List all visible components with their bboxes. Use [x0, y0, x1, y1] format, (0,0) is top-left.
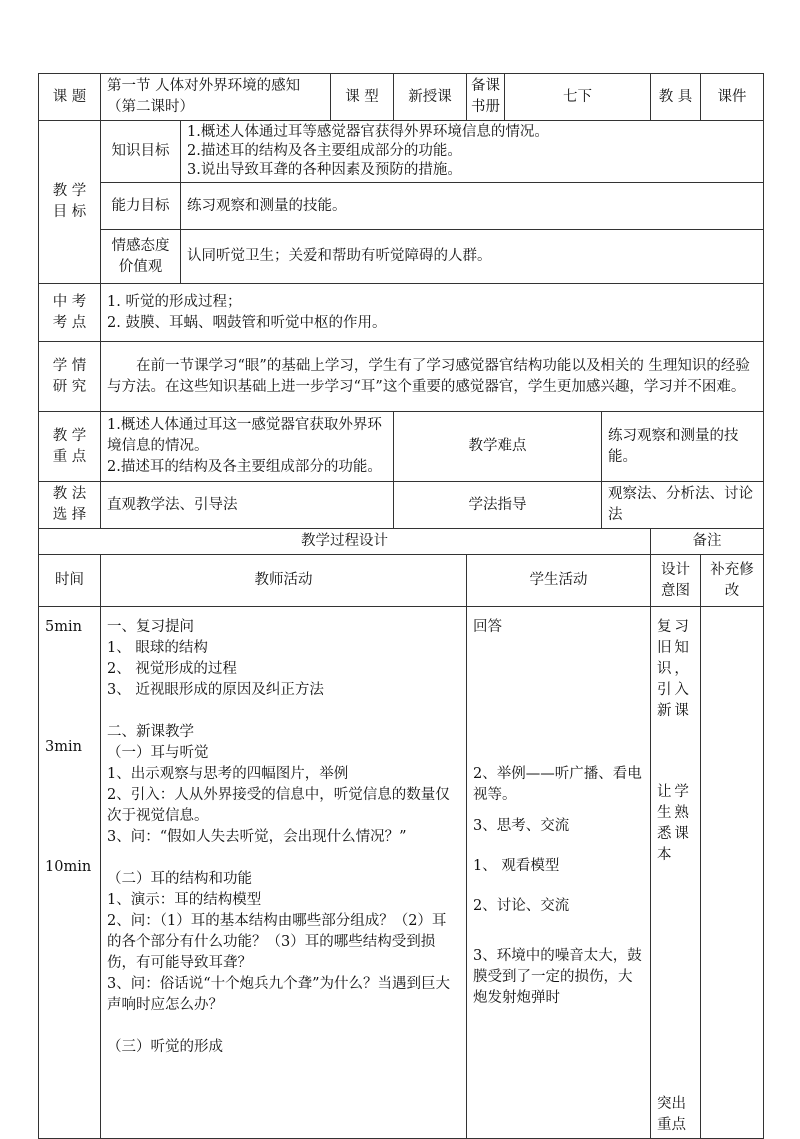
- tools-label: 教 具: [651, 74, 701, 121]
- student-item: 回答: [473, 619, 503, 635]
- design-item: 突出重点: [657, 1096, 687, 1133]
- teacher-item: 3、问：俗话说“十个炮兵九个聋”为什么？当遇到巨大声响时应怎么办？: [107, 976, 451, 1013]
- study-row: [39, 342, 764, 412]
- knowledge-goal-label: 知识目标: [101, 121, 181, 183]
- key-item: 1.概述人体通过耳这一感觉器官获取外界环境信息的情况。: [107, 417, 382, 454]
- goals-label: 教 学 目 标: [39, 121, 101, 284]
- ability-goal-content: 练习观察和测量的技能。: [181, 183, 764, 230]
- col-teacher: 教师活动: [101, 555, 467, 607]
- method-content: 直观教学法、引导法: [101, 482, 394, 529]
- col-time: 时间: [39, 555, 101, 607]
- notes-label: 备注: [651, 529, 764, 555]
- guide-content: 观察法、分析法、讨论法: [602, 482, 764, 529]
- teacher-item: 2、 视觉形成的过程: [107, 661, 237, 677]
- key-row: [39, 412, 764, 482]
- teacher-item: 2、问：（1）耳的基本结构由哪些部分组成？（2）耳的各个部分有什么功能？（3）耳的哪些结构受到损伤，有可能导致耳聋？: [107, 913, 447, 971]
- emotion-goal-label: 情感态度价值观: [101, 230, 181, 284]
- exam-item: 1. 听觉的形成过程；: [107, 293, 242, 310]
- grade-label: 备课书册: [467, 74, 505, 121]
- exam-row: [39, 284, 764, 342]
- ability-goal-label: 能力目标: [101, 183, 181, 230]
- revise-column: [701, 607, 764, 1139]
- process-title-row: [39, 529, 764, 555]
- difficulty-label: 教学难点: [394, 412, 602, 482]
- method-row: [39, 482, 764, 529]
- knowledge-goal-item: 2.描述耳的结构及各主要组成部分的功能。: [187, 143, 462, 159]
- teacher-activity: [101, 607, 467, 1139]
- difficulty-content: 练习观察和测量的技能。: [602, 412, 764, 482]
- exam-label: 中 考 考 点: [39, 284, 101, 342]
- grade-value: 七下: [505, 74, 651, 121]
- lesson-plan-table: [38, 73, 764, 1139]
- student-item: 3、思考、交流: [473, 818, 570, 834]
- key-item: 2.描述耳的结构及各主要组成部分的功能。: [107, 459, 382, 475]
- student-item: 2、讨论、交流: [473, 898, 570, 914]
- student-item: 1、 观看模型: [473, 858, 560, 874]
- process-title: 教学过程设计: [39, 529, 651, 555]
- knowledge-goal-item: 1.概述人体通过耳等感觉器官获得外界环境信息的情况。: [187, 124, 549, 140]
- knowledge-goal-content: [181, 121, 764, 183]
- teacher-subsection-title: （二）耳的结构和功能: [107, 871, 252, 887]
- exam-content: [101, 284, 764, 342]
- col-student: 学生活动: [467, 555, 651, 607]
- type-value: 新授课: [394, 74, 467, 121]
- method-label: 教 法 选 择: [39, 482, 101, 529]
- teacher-item: 3、 近视眼形成的原因及纠正方法: [107, 682, 324, 698]
- time-value: 5min: [45, 619, 82, 635]
- student-item: 2、举例——听广播、看电视等。: [473, 766, 642, 803]
- header-row: [39, 74, 764, 121]
- goal-ability-row: [39, 183, 764, 230]
- exam-item: 2. 鼓膜、耳蜗、咽鼓管和听觉中枢的作用。: [107, 314, 387, 331]
- type-label: 课 型: [331, 74, 394, 121]
- knowledge-goal-item: 3.说出导致耳聋的各种因素及预防的措施。: [187, 162, 462, 178]
- process-body-row: [39, 607, 764, 1139]
- time-column: [39, 607, 101, 1139]
- key-label: 教 学 重 点: [39, 412, 101, 482]
- student-activity: [467, 607, 651, 1139]
- teacher-section-title: 一、复习提问: [107, 619, 194, 635]
- guide-label: 学法指导: [394, 482, 602, 529]
- key-content: [101, 412, 394, 482]
- teacher-subsection-title: （三）听觉的形成: [107, 1039, 223, 1055]
- teacher-item: 1、演示：耳的结构模型: [107, 892, 262, 908]
- teacher-subsection-title: （一）耳与听觉: [107, 745, 209, 761]
- teacher-section-title: 二、新课教学: [107, 724, 194, 740]
- study-text: 在前一节课学习“眼”的基础上学习，学生有了学习感觉器官结构功能以及相关的 生理知识的经验与方法。在这些知识基础上进一步学习“耳”这个重要的感觉器官，学生更加感兴趣，学习并不困难。: [107, 357, 750, 395]
- teacher-item: 3、问：“假如人失去听觉，会出现什么情况？”: [107, 829, 407, 845]
- process-header-row: [39, 555, 764, 607]
- study-label: 学 情 研 究: [39, 342, 101, 412]
- emotion-goal-content: 认同听觉卫生；关爱和帮助有听觉障碍的人群。: [181, 230, 764, 284]
- student-item: 3、环境中的噪音太大，鼓膜受到了一定的损伤，大炮发射炮弹时: [473, 948, 642, 1006]
- time-value: 10min: [45, 859, 92, 875]
- lesson-title: 第一节 人体对外界环境的感知（第二课时）: [101, 74, 331, 121]
- topic-label: 课 题: [39, 74, 101, 121]
- teacher-item: 1、出示观察与思考的四幅图片，举例: [107, 766, 349, 782]
- teacher-item: 1、 眼球的结构: [107, 640, 208, 656]
- design-item: 让学生熟悉课本: [657, 784, 692, 863]
- lesson-plan-page: [38, 73, 763, 1139]
- study-content: [101, 342, 764, 412]
- col-design: 设计意图: [651, 555, 701, 607]
- goal-knowledge-row: [39, 121, 764, 183]
- design-intent: [651, 607, 701, 1139]
- tools-value: 课件: [701, 74, 764, 121]
- design-item: 复习旧知识，引入新课: [657, 619, 692, 719]
- time-value: 3min: [45, 739, 82, 755]
- goal-emotion-row: [39, 230, 764, 284]
- teacher-item: 2、引入：人从外界接受的信息中，听觉信息的数量仅次于视觉信息。: [107, 787, 450, 824]
- col-revise: 补充修改: [701, 555, 764, 607]
